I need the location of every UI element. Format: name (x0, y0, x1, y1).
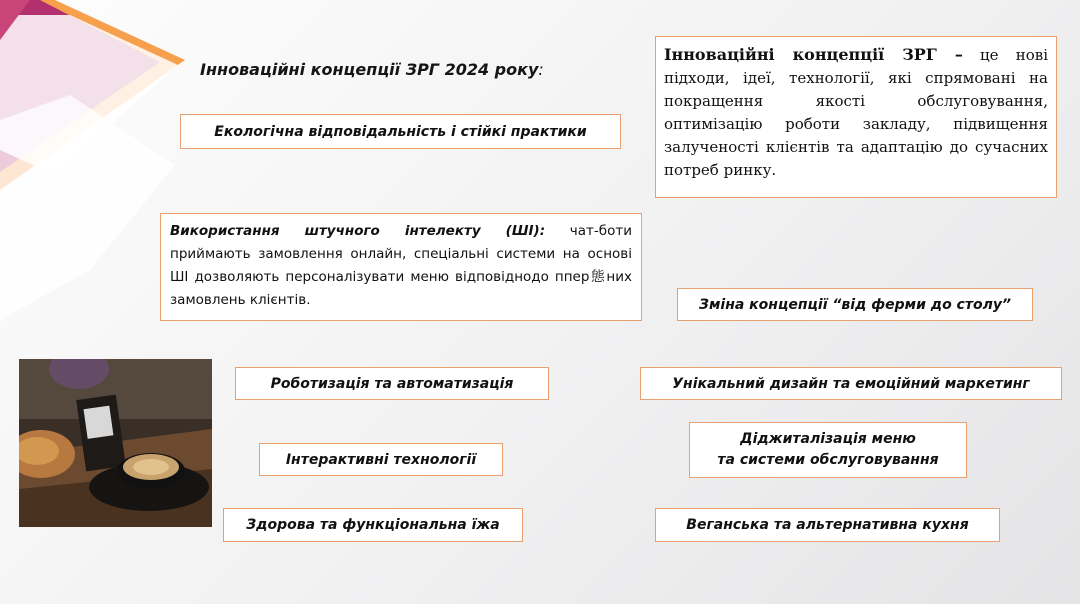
concept-digital-line2: та системи обслуговування (717, 452, 939, 468)
concept-digitalization (689, 422, 967, 478)
concept-interactive (259, 443, 503, 476)
concept-digital-line1: Діджиталізація меню (740, 431, 916, 447)
concept-healthy-food (223, 508, 523, 542)
definition-term: Інноваційні концепції ЗРГ – (664, 45, 963, 64)
concept-ecology-label: Екологічна відповідальність і стійкі практики (214, 123, 587, 140)
concept-farm-label: Зміна концепції “від ферми до столу” (699, 296, 1011, 313)
concept-robotization (235, 367, 549, 400)
concept-design-label: Унікальний дизайн та емоційний маркетинг (672, 375, 1030, 392)
slide-title (200, 60, 544, 79)
concept-healthy-label: Здорова та функціональна їжа (246, 517, 500, 533)
coffee-photo (19, 359, 212, 527)
coffee-photo-illustration (19, 359, 212, 527)
ai-text: чат-боти приймають замовлення онлайн, спеціальні системи на основі ШІ дозволяють персоналізувати меню відповіднодо ппер態них замовлень клієнтів. (170, 223, 632, 308)
definition-box (655, 36, 1057, 198)
slide-title-colon: : (538, 60, 544, 79)
concept-farm-to-table (677, 288, 1033, 321)
concept-ecology (180, 114, 621, 149)
definition-text: це нові підходи, ідеї, технології, які спрямовані на покращення якості обслуговування, оптимізацію роботи закладу, підвищення залученості клієнтів та адаптацію до сучасних потреб ринку. (664, 46, 1048, 179)
ai-concept-box (160, 213, 642, 321)
slide-title-text: Інноваційні концепції ЗРГ 2024 року (200, 60, 539, 79)
ai-term: Використання штучного інтелекту (ШІ): (170, 223, 546, 239)
concept-vegan (655, 508, 1000, 542)
concept-robotization-label: Роботизація та автоматизація (270, 375, 514, 392)
concept-unique-design (640, 367, 1062, 400)
concept-vegan-label: Веганська та альтернативна кухня (686, 517, 969, 533)
concept-interactive-label: Інтерактивні технології (285, 451, 477, 468)
